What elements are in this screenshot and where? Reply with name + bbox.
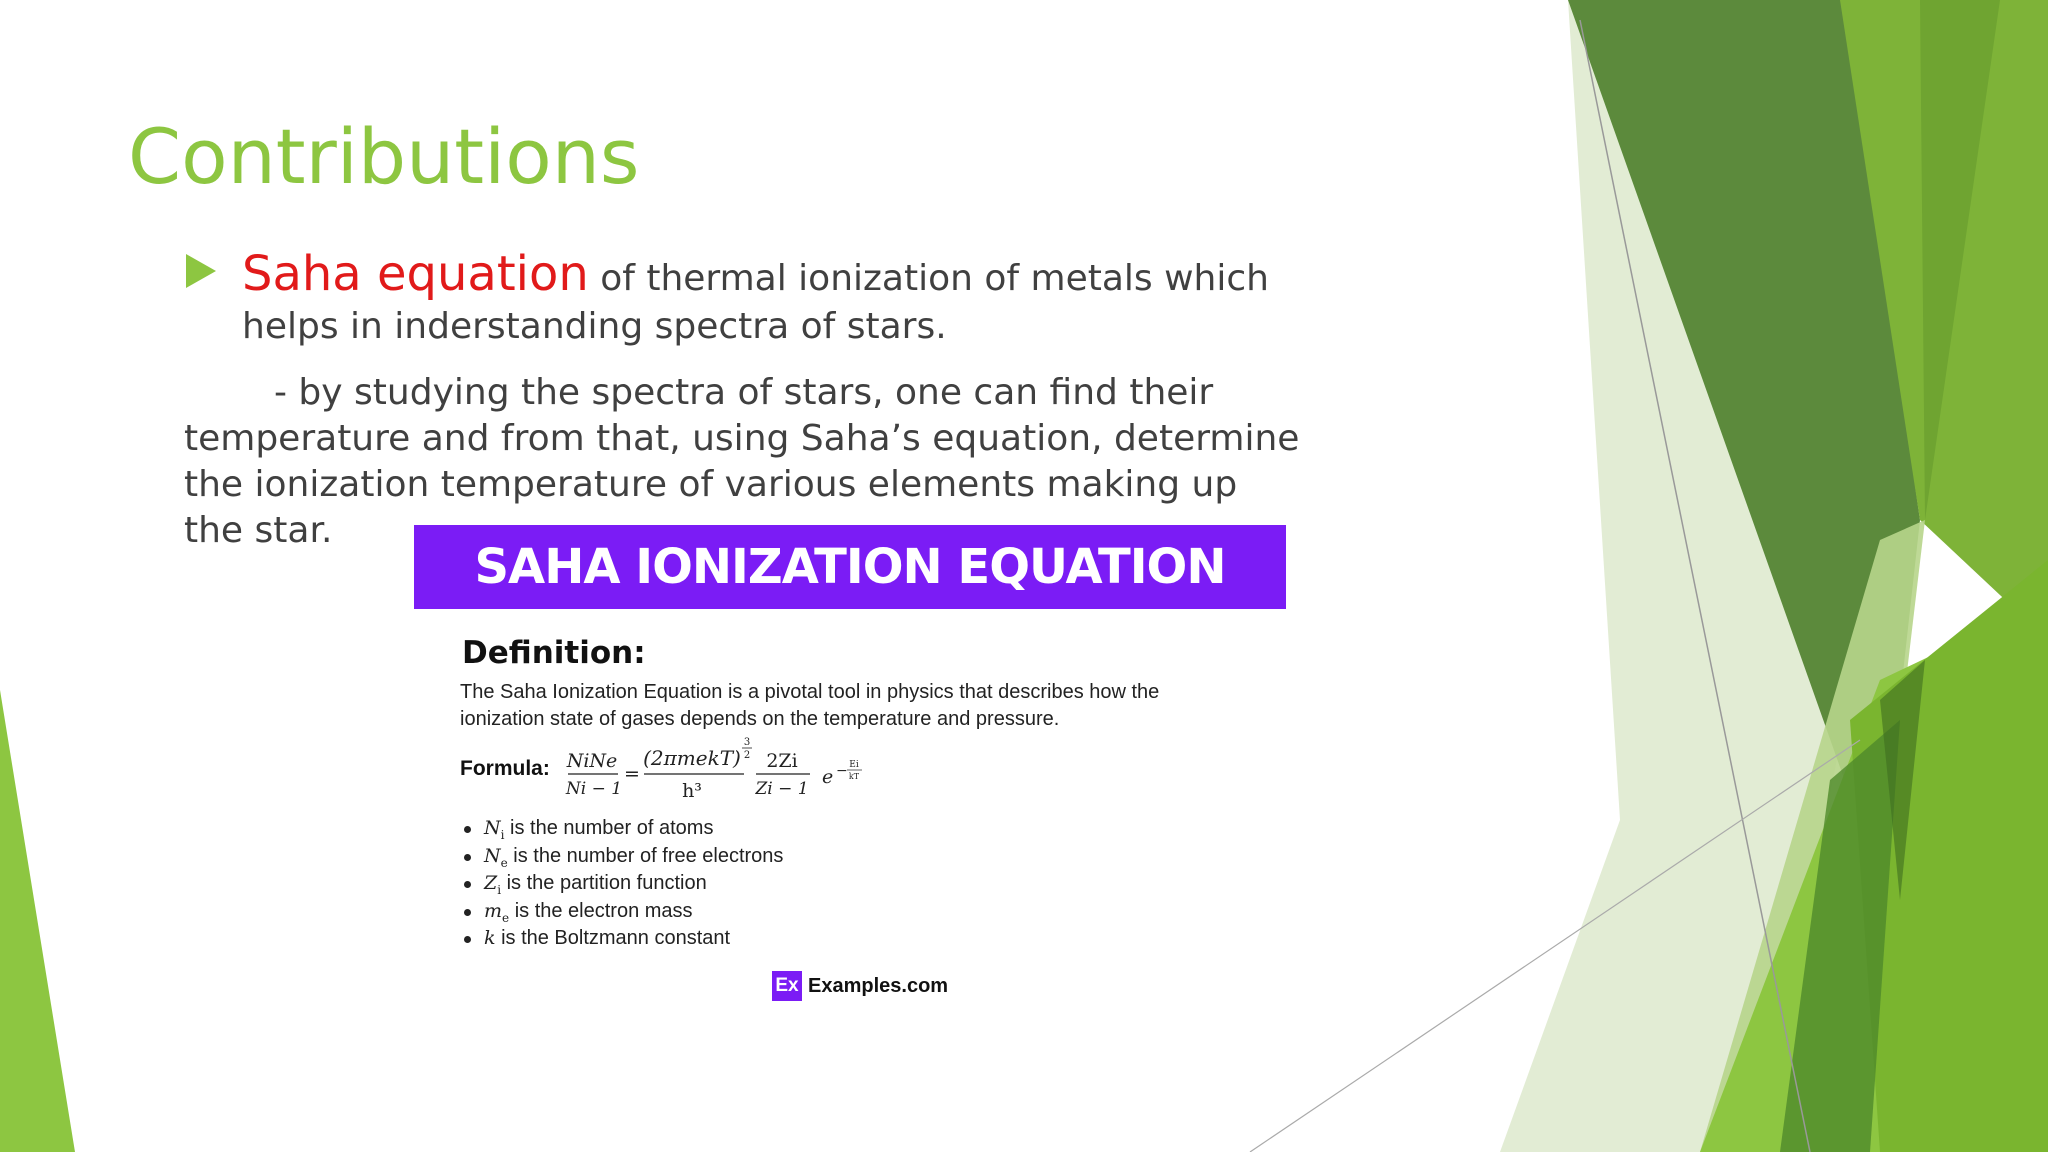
- formula-lhs-numerator: NiNe: [566, 750, 618, 772]
- formula-exp-numerator: 3: [743, 737, 751, 748]
- slide-title: Contributions: [128, 112, 640, 201]
- list-item: $m_e$ is the electron mass: [462, 898, 783, 926]
- bullet-arrow-icon: [186, 254, 216, 288]
- variable-list: [462, 815, 783, 953]
- list-item: $N_i$ is the number of atoms: [462, 815, 783, 843]
- saha-equation-figure: [414, 525, 1286, 1015]
- formula-exp-sign: −: [836, 763, 848, 779]
- list-item: k is the Boltzmann constant: [462, 925, 783, 953]
- list-item: $Z_i$ is the partition function: [462, 870, 783, 898]
- definition-text: [460, 679, 1240, 733]
- description-line1: The Saha Ionization Equation is a pivotal tool in physics that describes how the: [460, 681, 1160, 703]
- formula-label: Formula:: [460, 757, 550, 780]
- logo-text: Examples.com: [808, 975, 949, 997]
- bullet-rest-line2: helps in inderstanding spectra of stars.: [242, 306, 947, 347]
- formula-exp-top: Ei: [849, 760, 859, 770]
- paragraph-line2: temperature and from that, using Saha’s equation, determine: [184, 418, 1300, 459]
- formula-exp-bottom: kT: [848, 772, 860, 781]
- paragraph-line1: - by studying the spectra of stars, one can find their: [274, 372, 1214, 413]
- list-item: $N_e$ is the number of free electrons: [462, 843, 783, 871]
- formula-lhs-denominator: Ni − 1: [565, 779, 623, 799]
- formula-mid-denominator: h³: [682, 780, 702, 802]
- definition-heading: Definition:: [462, 635, 646, 671]
- formula-equals: =: [624, 763, 640, 785]
- saha-equation-highlight: Saha equation: [242, 246, 589, 302]
- paragraph-line3: the ionization temperature of various elements making up: [184, 464, 1238, 505]
- formula-mid-numerator: (2πmekT): [643, 746, 741, 770]
- description-line2: ionization state of gases depends on the temperature and pressure.: [460, 708, 1060, 730]
- bullet-text: [242, 246, 1292, 351]
- paragraph-line4: the star.: [184, 510, 333, 551]
- logo-mark: Ex: [772, 971, 802, 1001]
- figure-banner: SAHA IONIZATION EQUATION: [414, 525, 1286, 609]
- bullet-rest-line1: of thermal ionization of metals which: [588, 258, 1269, 299]
- saha-formula: [564, 731, 884, 811]
- formula-right-numerator: 2Zi: [766, 750, 798, 772]
- formula-exp-base: e: [822, 766, 834, 788]
- formula-exp-denominator: 2: [743, 750, 751, 761]
- formula-right-denominator: Zi − 1: [755, 779, 809, 799]
